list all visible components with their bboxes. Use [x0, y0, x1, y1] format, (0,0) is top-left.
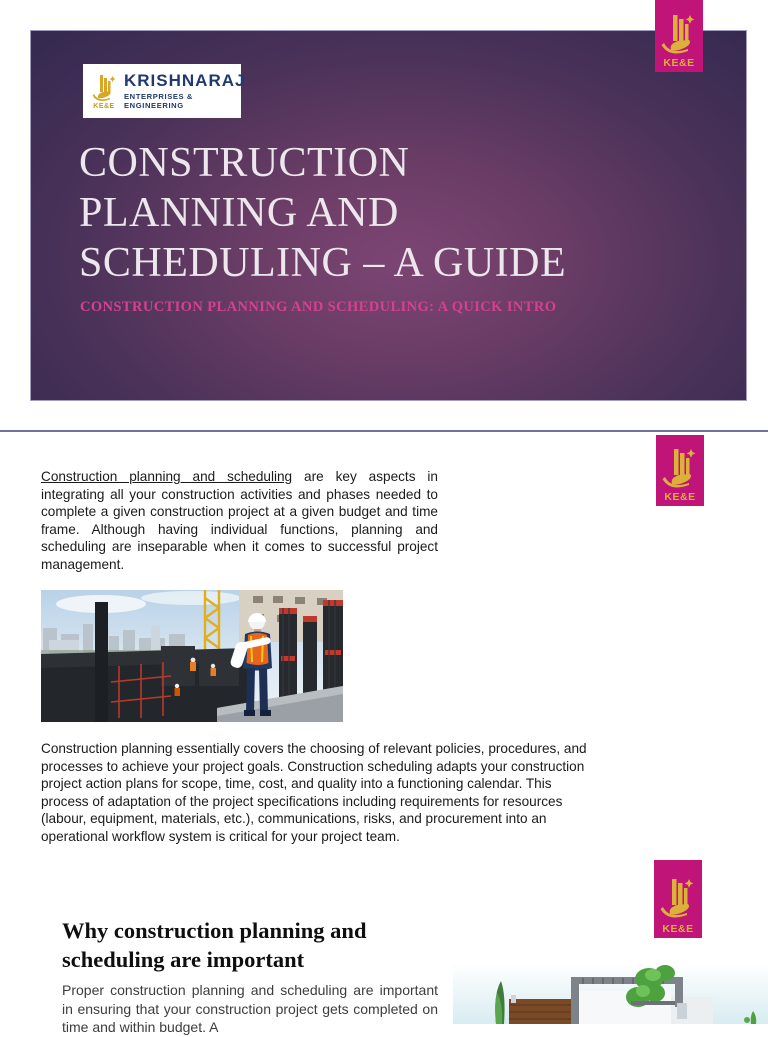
krishnaraj-logo [83, 64, 246, 118]
keande-badge-bottom [654, 860, 702, 938]
keande-badge-top [655, 0, 703, 72]
importance-paragraph: Proper construction planning and scheduling are important in ensuring that your construction project gets completed on time and within budget. A [62, 982, 438, 1035]
keande-badge-icon [660, 13, 698, 57]
title-line-2: PLANNING AND [79, 190, 399, 236]
keande-badge-middle [656, 435, 704, 506]
logo-mark-label: KE&E [93, 103, 115, 110]
section-heading: Why construction planning and scheduling are important [62, 918, 367, 972]
slide-title [79, 138, 699, 288]
company-tagline: ENTERPRISES & ENGINEERING [124, 92, 193, 110]
title-line-1: CONSTRUCTION [79, 140, 410, 186]
page-divider [0, 430, 768, 432]
title-line-3: SCHEDULING – A GUIDE [79, 240, 567, 286]
krishnaraj-logo-icon [91, 72, 117, 110]
badge-label: KE&E [663, 57, 695, 69]
construction-site-photo [41, 590, 343, 722]
keande-badge-icon [661, 447, 699, 491]
badge-label: KE&E [662, 923, 694, 935]
slide-1 [30, 30, 747, 401]
intro-paragraph-rest: are key aspects in integrating all your construction activities and phases needed to complete a given construction project at a given budget and time frame. Although having individual functions, planning and scheduling are inseparable when it comes to successful project management. [41, 469, 438, 572]
badge-label: KE&E [664, 491, 696, 503]
company-name: KRISHNARAJ [124, 71, 246, 90]
underlined-phrase: Construction planning and scheduling [41, 469, 293, 484]
intro-paragraph [41, 468, 438, 574]
house-render-image [453, 963, 768, 1024]
keande-badge-icon [659, 875, 697, 923]
body-paragraph: Construction planning essentially covers the choosing of relevant policies, procedures, and processes to achieve your project goals. Construction scheduling adapts your construction project action plans for scope, time, cost, and quality into a functioning calendar. This process of adaptation of the project specifications including requirements for resources (labour, equipment, materials, etc.), communications, risks, and procurement into an operational workflow system is critical for your project team. [41, 741, 587, 844]
buildings-hand-icon [91, 72, 117, 102]
slide-subtitle: CONSTRUCTION PLANNING AND SCHEDULING: A QUICK INTRO [80, 299, 557, 315]
